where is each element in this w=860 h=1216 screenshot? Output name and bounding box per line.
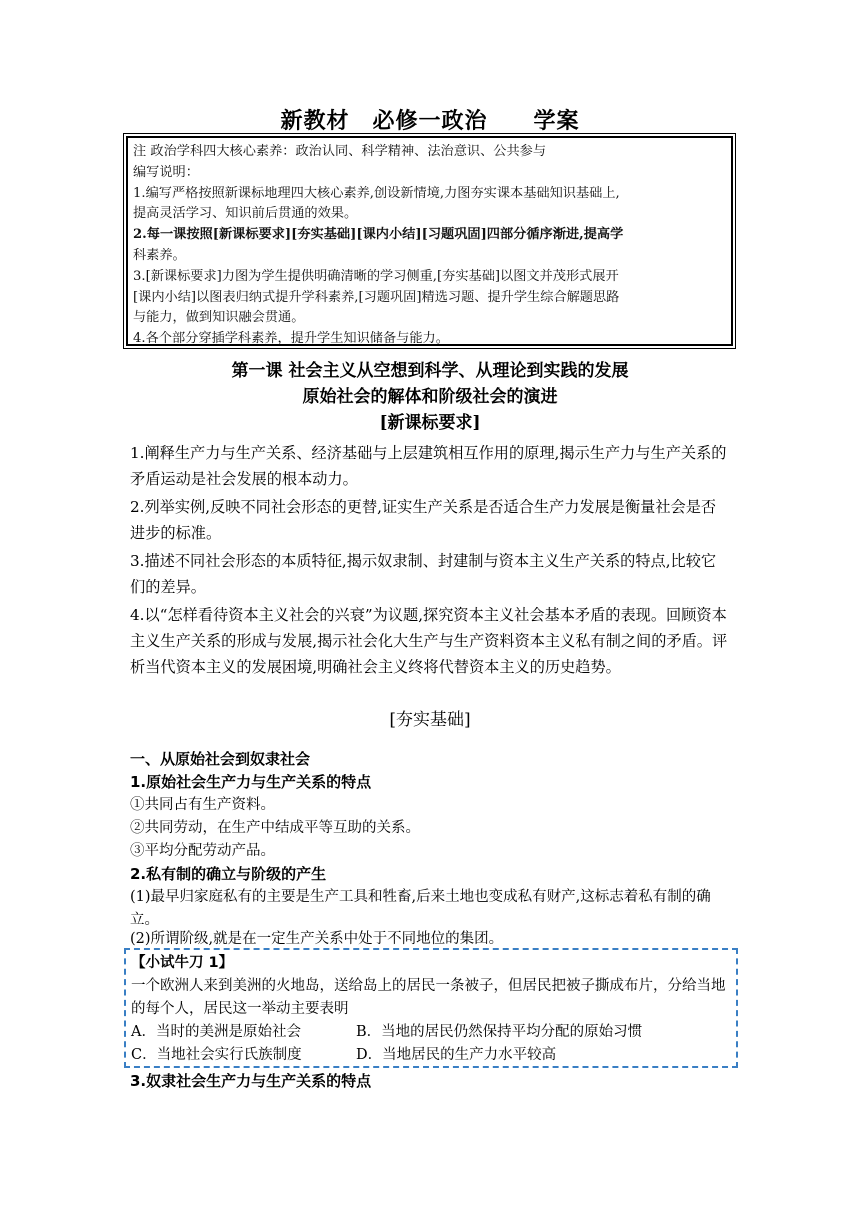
requirement-item: 3.描述不同社会形态的本质特征,揭示奴隶制、封建制与资本主义生产关系的特点,比较它们的差异。 <box>130 552 717 596</box>
options-row <box>131 1044 733 1067</box>
editing-notes-box <box>123 133 736 349</box>
document-title: 新教材 必修一政治 学案 <box>280 109 580 134</box>
note-line: 4.各个部分穿插学科素养，提升学生知识储备与能力。 <box>133 331 449 347</box>
list-item: (1)最早归家庭私有的主要是生产工具和牲畜,后来土地也变成私有财产,这标志着私有制的确立。 <box>130 889 711 928</box>
requirement-item: 2.列举实例,反映不同社会形态的更替,证实生产关系是否适合生产力发展是衡量社会是否进步的标准。 <box>130 498 717 542</box>
practice-title: 【小试牛刀 1】 <box>131 955 234 971</box>
lesson-subtitle: 原始社会的解体和阶级社会的演进 <box>302 387 558 407</box>
list-item: ②共同劳动，在生产中结成平等互助的关系。 <box>130 820 420 836</box>
section-requirements-heading: [新课标要求] <box>379 413 481 433</box>
subsection-heading: 3.奴隶社会生产力与生产关系的特点 <box>130 1072 372 1090</box>
option-b: B．当地的居民仍然保持平均分配的原始习惯 <box>356 1024 643 1040</box>
practice-question <box>131 952 733 1067</box>
lesson-title: 第一课 社会主义从空想到科学、从理论到实践的发展 <box>231 361 629 381</box>
note-line: 3.[新课标要求]力图为学生提供明确清晰的学习侧重,[夯实基础]以图文并茂形式展开 <box>133 268 619 284</box>
option-a: A．当时的美洲是原始社会 <box>131 1024 301 1040</box>
subsection-heading: 1.原始社会生产力与生产关系的特点 <box>130 773 372 791</box>
editing-notes <box>133 142 728 350</box>
option-d: D．当地居民的生产力水平较高 <box>356 1047 557 1063</box>
list-item: (2)所谓阶级,就是在一定生产关系中处于不同地位的集团。 <box>130 931 504 947</box>
practice-question-box <box>124 948 738 1068</box>
options-row <box>131 1021 733 1044</box>
requirement-item: 4.以“怎样看待资本主义社会的兴衰”为议题,探究资本主义社会基本矛盾的表现。回顾资本主义生产关系的形成与发展,揭示社会化大生产与生产资料资本主义私有制之间的矛盾。评析当代资本主义的发展困境,明确社会主义终将代替资本主义的历史趋势。 <box>130 606 728 676</box>
list-item: ③平均分配劳动产品。 <box>130 843 275 859</box>
note-line: 编写说明： <box>133 164 199 180</box>
note-line: [课内小结]以图表归纳式提升学科素养,[习题巩固]精选习题、提升学生综合解题思路 <box>133 289 620 305</box>
list-item: ①共同占有生产资料。 <box>130 797 275 813</box>
option-c: C．当地社会实行氏族制度 <box>131 1047 302 1063</box>
note-line: 1.编写严格按照新课标地理四大核心素养,创设新情境,力图夯实课本基础知识基础上, <box>133 185 620 201</box>
note-line: 注 政治学科四大核心素养：政治认同、科学精神、法治意识、公共参与 <box>133 144 547 159</box>
subsection-heading: 2.私有制的确立与阶级的产生 <box>130 865 327 883</box>
note-line: 2.每一课按照[新课标要求][夯实基础][课内小结][习题巩固]四部分循序渐进,提高学 <box>133 227 624 243</box>
note-line: 与能力，做到知识融会贯通。 <box>133 310 305 326</box>
section-basics-heading: [夯实基础] <box>389 710 471 730</box>
part1-heading: 一、从原始社会到奴隶社会 <box>130 750 311 768</box>
note-line: 提高灵活学习、知识前后贯通的效果。 <box>133 206 358 222</box>
question-stem: 一个欧洲人来到美洲的火地岛，送给岛上的居民一条被子，但居民把被子撕成布片，分给当地的每个人，居民这一举动主要表明 <box>131 978 726 1017</box>
note-line: 科素养。 <box>133 247 186 263</box>
requirement-item: 1.阐释生产力与生产关系、经济基础与上层建筑相互作用的原理,揭示生产力与生产关系的矛盾运动是社会发展的根本动力。 <box>130 444 727 488</box>
